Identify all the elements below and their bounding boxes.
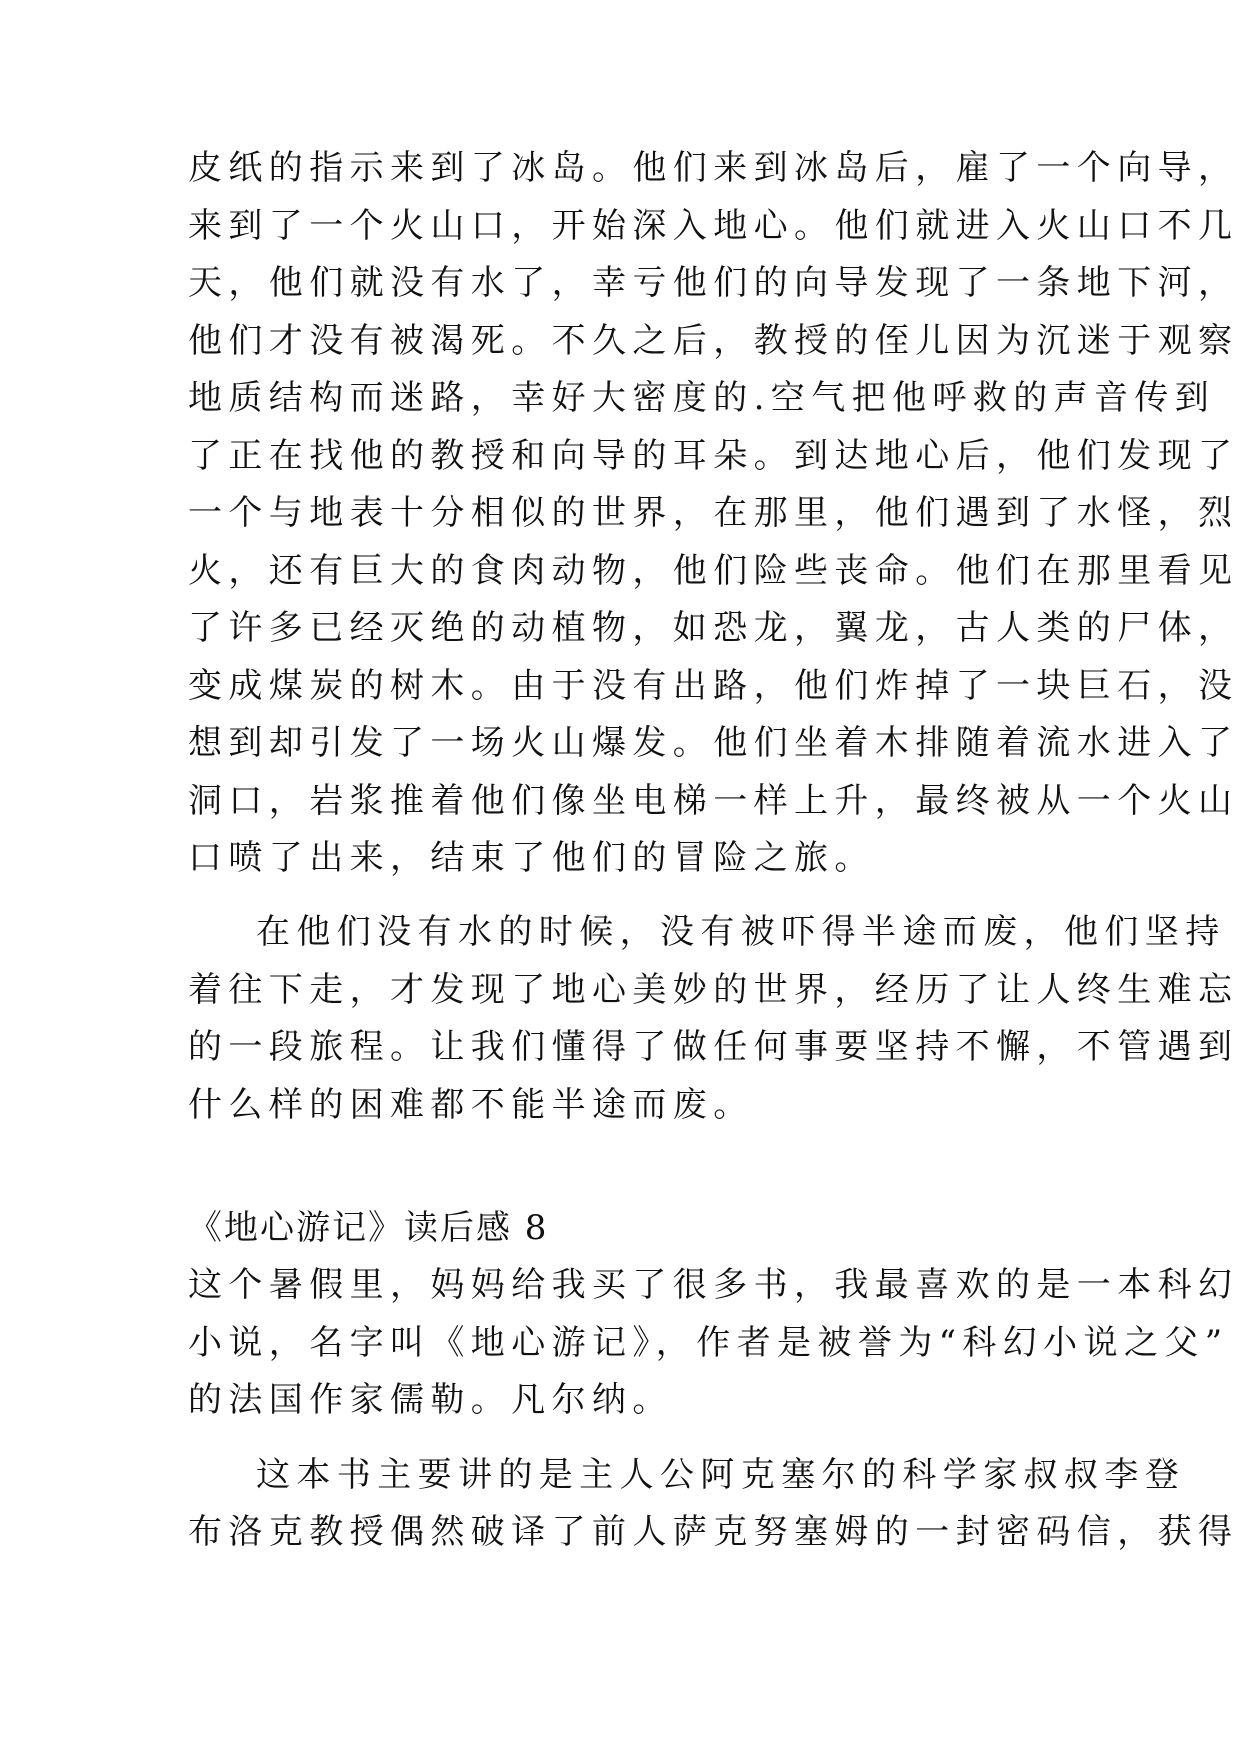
text-line: 在他们没有水的时候，没有被吓得半途而废，他们坚持 bbox=[256, 912, 1226, 952]
text-line: 口喷了出来，结束了他们的冒险之旅。 bbox=[188, 838, 875, 878]
text-line: 布洛克教授偶然破译了前人萨克努塞姆的一封密码信，获得 bbox=[188, 1512, 1239, 1552]
text-line: 一个与地表十分相似的世界，在那里，他们遇到了水怪，烈 bbox=[188, 493, 1239, 533]
text-line: 什么样的困难都不能半途而废。 bbox=[188, 1085, 754, 1125]
text-line: 这个暑假里，妈妈给我买了很多书，我最喜欢的是一本科幻 bbox=[188, 1265, 1239, 1305]
text-line: 皮纸的指示来到了冰岛。他们来到冰岛后，雇了一个向导， bbox=[188, 148, 1239, 188]
text-line: 了正在找他的教授和向导的耳朵。到达地心后，他们发现了 bbox=[188, 436, 1239, 476]
section-heading: 《地心游记》读后感 8 bbox=[188, 1208, 549, 1248]
text-line: 的一段旅程。让我们懂得了做任何事要坚持不懈，不管遇到 bbox=[188, 1027, 1239, 1067]
text-line: 天，他们就没有水了，幸亏他们的向导发现了一条地下河， bbox=[188, 263, 1239, 303]
text-line: 地质结构而迷路，幸好大密度的.空气把他呼救的声音传到 bbox=[188, 378, 1216, 418]
text-line: 洞口，岩浆推着他们像坐电梯一样上升，最终被从一个火山 bbox=[188, 781, 1239, 821]
text-line: 他们才没有被渴死。不久之后，教授的侄儿因为沉迷于观察 bbox=[188, 321, 1239, 361]
text-line: 的法国作家儒勒。凡尔纳。 bbox=[188, 1380, 673, 1420]
text-line: 小说，名字叫《地心游记》，作者是被誉为“科幻小说之父” bbox=[188, 1323, 1229, 1363]
text-line: 来到了一个火山口，开始深入地心。他们就进入火山口不几 bbox=[188, 206, 1239, 246]
text-line: 了许多已经灭绝的动植物，如恐龙，翼龙，古人类的尸体， bbox=[188, 608, 1239, 648]
text-line: 这本书主要讲的是主人公阿克塞尔的科学家叔叔李登 bbox=[256, 1455, 1186, 1495]
text-line: 变成煤炭的树木。由于没有出路，他们炸掉了一块巨石，没 bbox=[188, 666, 1239, 706]
text-line: 想到却引发了一场火山爆发。他们坐着木排随着流水进入了 bbox=[188, 723, 1239, 763]
text-line: 火，还有巨大的食肉动物，他们险些丧命。他们在那里看见 bbox=[188, 551, 1239, 591]
text-line: 着往下走，才发现了地心美妙的世界，经历了让人终生难忘 bbox=[188, 970, 1239, 1010]
